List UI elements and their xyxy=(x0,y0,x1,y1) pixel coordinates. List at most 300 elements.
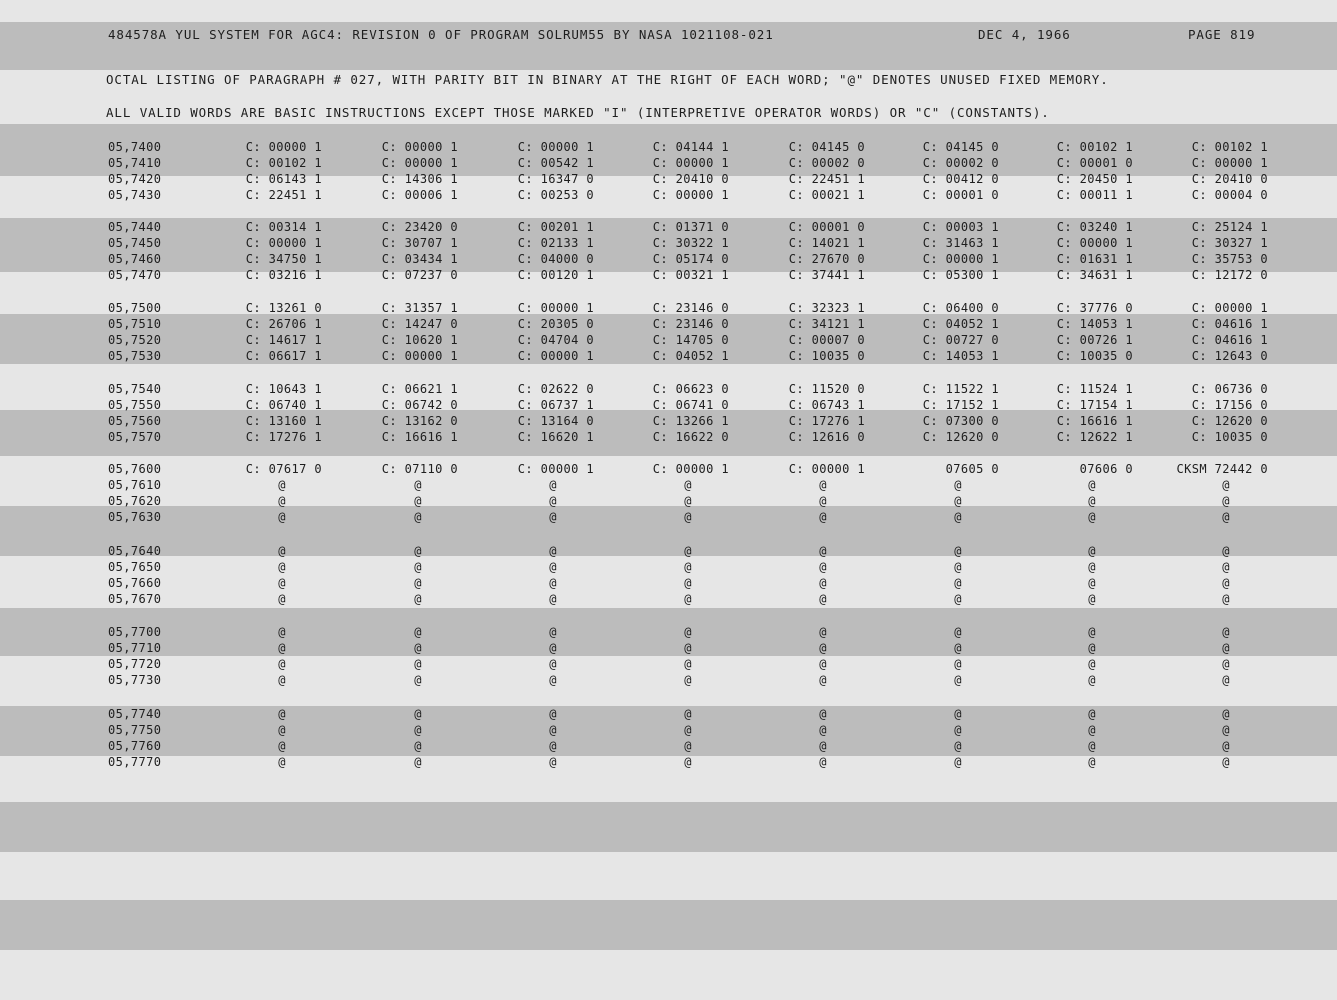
unused-memory-cell: @ xyxy=(278,723,286,737)
table-row xyxy=(0,477,1337,493)
memory-word-cell: C: 12620 0 xyxy=(1191,414,1268,428)
unused-memory-cell: @ xyxy=(1088,494,1096,508)
memory-word-cell: C: 04704 0 xyxy=(517,333,594,347)
memory-word-cell: C: 00102 1 xyxy=(1056,140,1133,154)
memory-word-cell: C: 13261 0 xyxy=(245,301,322,315)
memory-word-cell: C: 10643 1 xyxy=(245,382,322,396)
memory-word-cell: C: 00000 1 xyxy=(922,252,999,266)
memory-word-cell: C: 22451 1 xyxy=(245,188,322,202)
memory-word-cell: C: 23146 0 xyxy=(652,317,729,331)
description-text-1: OCTAL LISTING OF PARAGRAPH # 027, WITH PARITY BIT IN BINARY AT THE RIGHT OF EACH WORD; "@" DENOTES UNUSED FIXED MEMORY. xyxy=(106,72,1109,87)
unused-memory-cell: @ xyxy=(278,657,286,671)
unused-memory-cell: @ xyxy=(684,673,692,687)
memory-word-cell: C: 00002 0 xyxy=(788,156,865,170)
unused-memory-cell: @ xyxy=(819,544,827,558)
memory-word-cell: C: 06737 1 xyxy=(517,398,594,412)
unused-memory-cell: @ xyxy=(1088,510,1096,524)
memory-word-cell: C: 13162 0 xyxy=(381,414,458,428)
unused-memory-cell: @ xyxy=(684,510,692,524)
row-address: 05,7610 xyxy=(108,478,162,492)
memory-word-cell: C: 00006 1 xyxy=(381,188,458,202)
unused-memory-cell: @ xyxy=(1088,544,1096,558)
memory-word-cell: C: 06621 1 xyxy=(381,382,458,396)
unused-memory-cell: @ xyxy=(549,723,557,737)
memory-word-cell: C: 00003 1 xyxy=(922,220,999,234)
unused-memory-cell: @ xyxy=(549,625,557,639)
table-row xyxy=(0,509,1337,525)
memory-word-cell: C: 04145 0 xyxy=(922,140,999,154)
unused-memory-cell: @ xyxy=(954,641,962,655)
memory-word-cell: C: 00000 1 xyxy=(652,188,729,202)
row-address: 05,7710 xyxy=(108,641,162,655)
unused-memory-cell: @ xyxy=(954,494,962,508)
unused-memory-cell: @ xyxy=(684,739,692,753)
memory-word-cell: C: 25124 1 xyxy=(1191,220,1268,234)
memory-word-cell: C: 04616 1 xyxy=(1191,317,1268,331)
memory-word-cell: C: 30707 1 xyxy=(381,236,458,250)
unused-memory-cell: @ xyxy=(278,707,286,721)
unused-memory-cell: @ xyxy=(684,592,692,606)
memory-word-cell: C: 14053 1 xyxy=(1056,317,1133,331)
description-line-1 xyxy=(0,71,1337,89)
row-address: 05,7730 xyxy=(108,673,162,687)
memory-word-cell: C: 04144 1 xyxy=(652,140,729,154)
memory-word-cell: C: 22451 1 xyxy=(788,172,865,186)
memory-word-cell: C: 06742 0 xyxy=(381,398,458,412)
memory-word-cell: C: 03240 1 xyxy=(1056,220,1133,234)
unused-memory-cell: @ xyxy=(1222,625,1230,639)
unused-memory-cell: @ xyxy=(819,510,827,524)
memory-word-cell: C: 20450 1 xyxy=(1056,172,1133,186)
unused-memory-cell: @ xyxy=(414,592,422,606)
table-row xyxy=(0,413,1337,429)
row-address: 05,7740 xyxy=(108,707,162,721)
unused-memory-cell: @ xyxy=(278,560,286,574)
memory-word-cell: C: 02133 1 xyxy=(517,236,594,250)
memory-word-cell: C: 00000 1 xyxy=(517,462,594,476)
table-row xyxy=(0,429,1337,445)
memory-word-cell: C: 06143 1 xyxy=(245,172,322,186)
unused-memory-cell: @ xyxy=(549,544,557,558)
table-row xyxy=(0,381,1337,397)
unused-memory-cell: @ xyxy=(414,510,422,524)
memory-word-cell: C: 02622 0 xyxy=(517,382,594,396)
memory-word-cell: C: 34631 1 xyxy=(1056,268,1133,282)
memory-word-cell: C: 05300 1 xyxy=(922,268,999,282)
memory-word-cell: C: 00001 0 xyxy=(1056,156,1133,170)
memory-word-cell: C: 00000 1 xyxy=(381,349,458,363)
memory-word-cell: C: 20305 0 xyxy=(517,317,594,331)
memory-word-cell: C: 34750 1 xyxy=(245,252,322,266)
job-title: 484578A YUL SYSTEM FOR AGC4: REVISION 0 OF PROGRAM SOLRUM55 BY NASA 1021108-021 xyxy=(108,27,774,42)
row-address: 05,7450 xyxy=(108,236,162,250)
unused-memory-cell: @ xyxy=(1222,723,1230,737)
memory-word-cell: C: 00542 1 xyxy=(517,156,594,170)
memory-word-cell: C: 01371 0 xyxy=(652,220,729,234)
memory-word-cell: C: 13160 1 xyxy=(245,414,322,428)
unused-memory-cell: @ xyxy=(684,544,692,558)
memory-word-cell: C: 07300 0 xyxy=(922,414,999,428)
memory-word-cell: C: 00727 0 xyxy=(922,333,999,347)
memory-word-cell: C: 00253 0 xyxy=(517,188,594,202)
unused-memory-cell: @ xyxy=(549,510,557,524)
table-row xyxy=(0,706,1337,722)
memory-word-cell: C: 37441 1 xyxy=(788,268,865,282)
unused-memory-cell: @ xyxy=(954,657,962,671)
unused-memory-cell: @ xyxy=(1222,510,1230,524)
memory-word-cell: 07606 0 xyxy=(1079,462,1133,476)
unused-memory-cell: @ xyxy=(414,560,422,574)
unused-memory-cell: @ xyxy=(414,478,422,492)
unused-memory-cell: @ xyxy=(278,625,286,639)
memory-word-cell: C: 00000 1 xyxy=(1191,156,1268,170)
unused-memory-cell: @ xyxy=(1222,707,1230,721)
unused-memory-cell: @ xyxy=(819,592,827,606)
memory-word-cell: C: 06617 1 xyxy=(245,349,322,363)
memory-word-cell: C: 14306 1 xyxy=(381,172,458,186)
unused-memory-cell: @ xyxy=(549,478,557,492)
row-address: 05,7540 xyxy=(108,382,162,396)
unused-memory-cell: @ xyxy=(549,657,557,671)
unused-memory-cell: @ xyxy=(278,576,286,590)
unused-memory-cell: @ xyxy=(1088,576,1096,590)
memory-word-cell: C: 00314 1 xyxy=(245,220,322,234)
memory-word-cell: C: 32323 1 xyxy=(788,301,865,315)
unused-memory-cell: @ xyxy=(278,592,286,606)
memory-word-cell: C: 30327 1 xyxy=(1191,236,1268,250)
memory-word-cell: C: 10035 0 xyxy=(788,349,865,363)
memory-word-cell: C: 11520 0 xyxy=(788,382,865,396)
memory-word-cell: C: 00000 1 xyxy=(245,236,322,250)
memory-word-cell: 07605 0 xyxy=(945,462,999,476)
memory-word-cell: C: 00002 0 xyxy=(922,156,999,170)
unused-memory-cell: @ xyxy=(549,592,557,606)
row-address: 05,7760 xyxy=(108,739,162,753)
memory-word-cell: C: 00000 1 xyxy=(1056,236,1133,250)
table-row xyxy=(0,219,1337,235)
memory-word-cell: C: 12616 0 xyxy=(788,430,865,444)
memory-word-cell: C: 11524 1 xyxy=(1056,382,1133,396)
row-address: 05,7650 xyxy=(108,560,162,574)
unused-memory-cell: @ xyxy=(1088,478,1096,492)
table-row xyxy=(0,738,1337,754)
memory-word-cell: C: 01631 1 xyxy=(1056,252,1133,266)
unused-memory-cell: @ xyxy=(1222,544,1230,558)
memory-word-cell: C: 20410 0 xyxy=(652,172,729,186)
table-row xyxy=(0,155,1337,171)
memory-word-cell: C: 04000 0 xyxy=(517,252,594,266)
memory-word-cell: C: 16616 1 xyxy=(1056,414,1133,428)
memory-word-cell: C: 07237 0 xyxy=(381,268,458,282)
memory-word-cell: C: 00001 0 xyxy=(788,220,865,234)
row-address: 05,7520 xyxy=(108,333,162,347)
description-line-2 xyxy=(0,104,1337,122)
row-address: 05,7640 xyxy=(108,544,162,558)
memory-word-cell: C: 06400 0 xyxy=(922,301,999,315)
unused-memory-cell: @ xyxy=(1222,657,1230,671)
memory-word-cell: C: 00000 1 xyxy=(517,301,594,315)
unused-memory-cell: @ xyxy=(1088,560,1096,574)
table-row xyxy=(0,300,1337,316)
unused-memory-cell: @ xyxy=(1222,592,1230,606)
memory-word-cell: C: 23420 0 xyxy=(381,220,458,234)
unused-memory-cell: @ xyxy=(1222,560,1230,574)
row-address: 05,7460 xyxy=(108,252,162,266)
memory-word-cell: C: 10035 0 xyxy=(1056,349,1133,363)
memory-word-cell: C: 27670 0 xyxy=(788,252,865,266)
unused-memory-cell: @ xyxy=(1222,739,1230,753)
unused-memory-cell: @ xyxy=(1222,641,1230,655)
memory-word-cell: C: 12172 0 xyxy=(1191,268,1268,282)
unused-memory-cell: @ xyxy=(1222,494,1230,508)
unused-memory-cell: @ xyxy=(1222,478,1230,492)
unused-memory-cell: @ xyxy=(414,641,422,655)
unused-memory-cell: @ xyxy=(819,560,827,574)
unused-memory-cell: @ xyxy=(684,478,692,492)
memory-word-cell: C: 00412 0 xyxy=(922,172,999,186)
table-row xyxy=(0,656,1337,672)
unused-memory-cell: @ xyxy=(819,641,827,655)
row-address: 05,7420 xyxy=(108,172,162,186)
table-row xyxy=(0,722,1337,738)
unused-memory-cell: @ xyxy=(414,576,422,590)
unused-memory-cell: @ xyxy=(414,723,422,737)
memory-word-cell: C: 37776 0 xyxy=(1056,301,1133,315)
unused-memory-cell: @ xyxy=(954,576,962,590)
memory-word-cell: C: 06743 1 xyxy=(788,398,865,412)
unused-memory-cell: @ xyxy=(1222,673,1230,687)
memory-word-cell: C: 20410 0 xyxy=(1191,172,1268,186)
memory-word-cell: C: 04052 1 xyxy=(922,317,999,331)
unused-memory-cell: @ xyxy=(278,641,286,655)
unused-memory-cell: @ xyxy=(954,723,962,737)
memory-word-cell: C: 00102 1 xyxy=(1191,140,1268,154)
table-row xyxy=(0,348,1337,364)
table-row xyxy=(0,332,1337,348)
memory-word-cell: C: 00011 1 xyxy=(1056,188,1133,202)
table-row xyxy=(0,575,1337,591)
row-address: 05,7720 xyxy=(108,657,162,671)
unused-memory-cell: @ xyxy=(278,478,286,492)
unused-memory-cell: @ xyxy=(1088,657,1096,671)
unused-memory-cell: @ xyxy=(1088,592,1096,606)
table-row xyxy=(0,397,1337,413)
memory-word-cell: C: 13266 1 xyxy=(652,414,729,428)
row-address: 05,7440 xyxy=(108,220,162,234)
table-row xyxy=(0,461,1337,477)
table-row xyxy=(0,640,1337,656)
unused-memory-cell: @ xyxy=(1088,755,1096,769)
table-row xyxy=(0,672,1337,688)
unused-memory-cell: @ xyxy=(954,510,962,524)
unused-memory-cell: @ xyxy=(278,755,286,769)
row-address: 05,7410 xyxy=(108,156,162,170)
unused-memory-cell: @ xyxy=(684,494,692,508)
unused-memory-cell: @ xyxy=(549,560,557,574)
row-address: 05,7470 xyxy=(108,268,162,282)
row-address: 05,7600 xyxy=(108,462,162,476)
memory-word-cell: C: 23146 0 xyxy=(652,301,729,315)
row-address: 05,7770 xyxy=(108,755,162,769)
table-row xyxy=(0,235,1337,251)
unused-memory-cell: @ xyxy=(278,739,286,753)
paper-band xyxy=(0,802,1337,852)
unused-memory-cell: @ xyxy=(819,707,827,721)
unused-memory-cell: @ xyxy=(684,576,692,590)
memory-word-cell: C: 14617 1 xyxy=(245,333,322,347)
print-date: DEC 4, 1966 xyxy=(978,27,1071,42)
row-address: 05,7550 xyxy=(108,398,162,412)
memory-word-cell: C: 06740 1 xyxy=(245,398,322,412)
unused-memory-cell: @ xyxy=(1088,641,1096,655)
unused-memory-cell: @ xyxy=(954,625,962,639)
paper-band xyxy=(0,900,1337,950)
memory-word-cell: C: 17152 1 xyxy=(922,398,999,412)
table-row xyxy=(0,591,1337,607)
memory-word-cell: C: 00004 0 xyxy=(1191,188,1268,202)
memory-word-cell: C: 12643 0 xyxy=(1191,349,1268,363)
row-address: 05,7510 xyxy=(108,317,162,331)
table-row xyxy=(0,171,1337,187)
unused-memory-cell: @ xyxy=(684,723,692,737)
memory-word-cell: CKSM 72442 0 xyxy=(1176,462,1268,476)
unused-memory-cell: @ xyxy=(278,544,286,558)
memory-word-cell: C: 10620 1 xyxy=(381,333,458,347)
memory-word-cell: C: 00000 1 xyxy=(517,349,594,363)
memory-word-cell: C: 35753 0 xyxy=(1191,252,1268,266)
unused-memory-cell: @ xyxy=(414,755,422,769)
unused-memory-cell: @ xyxy=(819,494,827,508)
unused-memory-cell: @ xyxy=(954,673,962,687)
memory-word-cell: C: 00001 0 xyxy=(922,188,999,202)
unused-memory-cell: @ xyxy=(1088,673,1096,687)
table-row xyxy=(0,187,1337,203)
table-row xyxy=(0,139,1337,155)
memory-word-cell: C: 07617 0 xyxy=(245,462,322,476)
unused-memory-cell: @ xyxy=(684,641,692,655)
memory-word-cell: C: 04145 0 xyxy=(788,140,865,154)
memory-word-cell: C: 14053 1 xyxy=(922,349,999,363)
unused-memory-cell: @ xyxy=(549,755,557,769)
row-address: 05,7500 xyxy=(108,301,162,315)
memory-word-cell: C: 26706 1 xyxy=(245,317,322,331)
unused-memory-cell: @ xyxy=(954,544,962,558)
unused-memory-cell: @ xyxy=(278,510,286,524)
table-row xyxy=(0,493,1337,509)
unused-memory-cell: @ xyxy=(1222,576,1230,590)
memory-word-cell: C: 07110 0 xyxy=(381,462,458,476)
unused-memory-cell: @ xyxy=(1222,755,1230,769)
memory-word-cell: C: 00000 1 xyxy=(517,140,594,154)
header-line xyxy=(0,26,1337,44)
unused-memory-cell: @ xyxy=(549,641,557,655)
row-address: 05,7560 xyxy=(108,414,162,428)
memory-word-cell: C: 12620 0 xyxy=(922,430,999,444)
memory-word-cell: C: 05174 0 xyxy=(652,252,729,266)
unused-memory-cell: @ xyxy=(954,592,962,606)
memory-word-cell: C: 31463 1 xyxy=(922,236,999,250)
memory-word-cell: C: 06623 0 xyxy=(652,382,729,396)
row-address: 05,7570 xyxy=(108,430,162,444)
unused-memory-cell: @ xyxy=(954,560,962,574)
unused-memory-cell: @ xyxy=(549,673,557,687)
table-row xyxy=(0,267,1337,283)
row-address: 05,7660 xyxy=(108,576,162,590)
row-address: 05,7750 xyxy=(108,723,162,737)
memory-word-cell: C: 16620 1 xyxy=(517,430,594,444)
unused-memory-cell: @ xyxy=(684,755,692,769)
memory-word-cell: C: 00000 1 xyxy=(245,140,322,154)
unused-memory-cell: @ xyxy=(819,673,827,687)
memory-word-cell: C: 00201 1 xyxy=(517,220,594,234)
memory-word-cell: C: 11522 1 xyxy=(922,382,999,396)
memory-word-cell: C: 03216 1 xyxy=(245,268,322,282)
table-row xyxy=(0,543,1337,559)
row-address: 05,7430 xyxy=(108,188,162,202)
table-row xyxy=(0,559,1337,575)
memory-word-cell: C: 00321 1 xyxy=(652,268,729,282)
memory-word-cell: C: 00120 1 xyxy=(517,268,594,282)
unused-memory-cell: @ xyxy=(819,625,827,639)
memory-word-cell: C: 17154 1 xyxy=(1056,398,1133,412)
unused-memory-cell: @ xyxy=(414,739,422,753)
memory-word-cell: C: 00000 1 xyxy=(652,156,729,170)
table-row xyxy=(0,316,1337,332)
unused-memory-cell: @ xyxy=(549,494,557,508)
unused-memory-cell: @ xyxy=(954,739,962,753)
unused-memory-cell: @ xyxy=(414,673,422,687)
unused-memory-cell: @ xyxy=(414,494,422,508)
table-row xyxy=(0,754,1337,770)
memory-word-cell: C: 00000 1 xyxy=(381,156,458,170)
unused-memory-cell: @ xyxy=(414,707,422,721)
unused-memory-cell: @ xyxy=(684,560,692,574)
row-address: 05,7700 xyxy=(108,625,162,639)
memory-word-cell: C: 12622 1 xyxy=(1056,430,1133,444)
memory-word-cell: C: 03434 1 xyxy=(381,252,458,266)
memory-word-cell: C: 04616 1 xyxy=(1191,333,1268,347)
unused-memory-cell: @ xyxy=(549,739,557,753)
unused-memory-cell: @ xyxy=(819,576,827,590)
description-text-2: ALL VALID WORDS ARE BASIC INSTRUCTIONS EXCEPT THOSE MARKED "I" (INTERPRETIVE OPERATOR WORDS) OR "C" (CONSTANTS). xyxy=(106,105,1050,120)
unused-memory-cell: @ xyxy=(549,707,557,721)
memory-word-cell: C: 14247 0 xyxy=(381,317,458,331)
unused-memory-cell: @ xyxy=(1088,707,1096,721)
unused-memory-cell: @ xyxy=(684,707,692,721)
memory-word-cell: C: 14021 1 xyxy=(788,236,865,250)
unused-memory-cell: @ xyxy=(414,625,422,639)
unused-memory-cell: @ xyxy=(819,478,827,492)
unused-memory-cell: @ xyxy=(819,739,827,753)
memory-word-cell: C: 16616 1 xyxy=(381,430,458,444)
unused-memory-cell: @ xyxy=(819,755,827,769)
memory-word-cell: C: 06736 0 xyxy=(1191,382,1268,396)
memory-word-cell: C: 17276 1 xyxy=(788,414,865,428)
unused-memory-cell: @ xyxy=(278,673,286,687)
memory-word-cell: C: 30322 1 xyxy=(652,236,729,250)
memory-word-cell: C: 14705 0 xyxy=(652,333,729,347)
row-address: 05,7670 xyxy=(108,592,162,606)
unused-memory-cell: @ xyxy=(1088,723,1096,737)
memory-word-cell: C: 17156 0 xyxy=(1191,398,1268,412)
memory-word-cell: C: 00021 1 xyxy=(788,188,865,202)
memory-word-cell: C: 10035 0 xyxy=(1191,430,1268,444)
memory-word-cell: C: 00000 1 xyxy=(652,462,729,476)
memory-word-cell: C: 00102 1 xyxy=(245,156,322,170)
unused-memory-cell: @ xyxy=(1088,625,1096,639)
memory-word-cell: C: 16622 0 xyxy=(652,430,729,444)
row-address: 05,7530 xyxy=(108,349,162,363)
